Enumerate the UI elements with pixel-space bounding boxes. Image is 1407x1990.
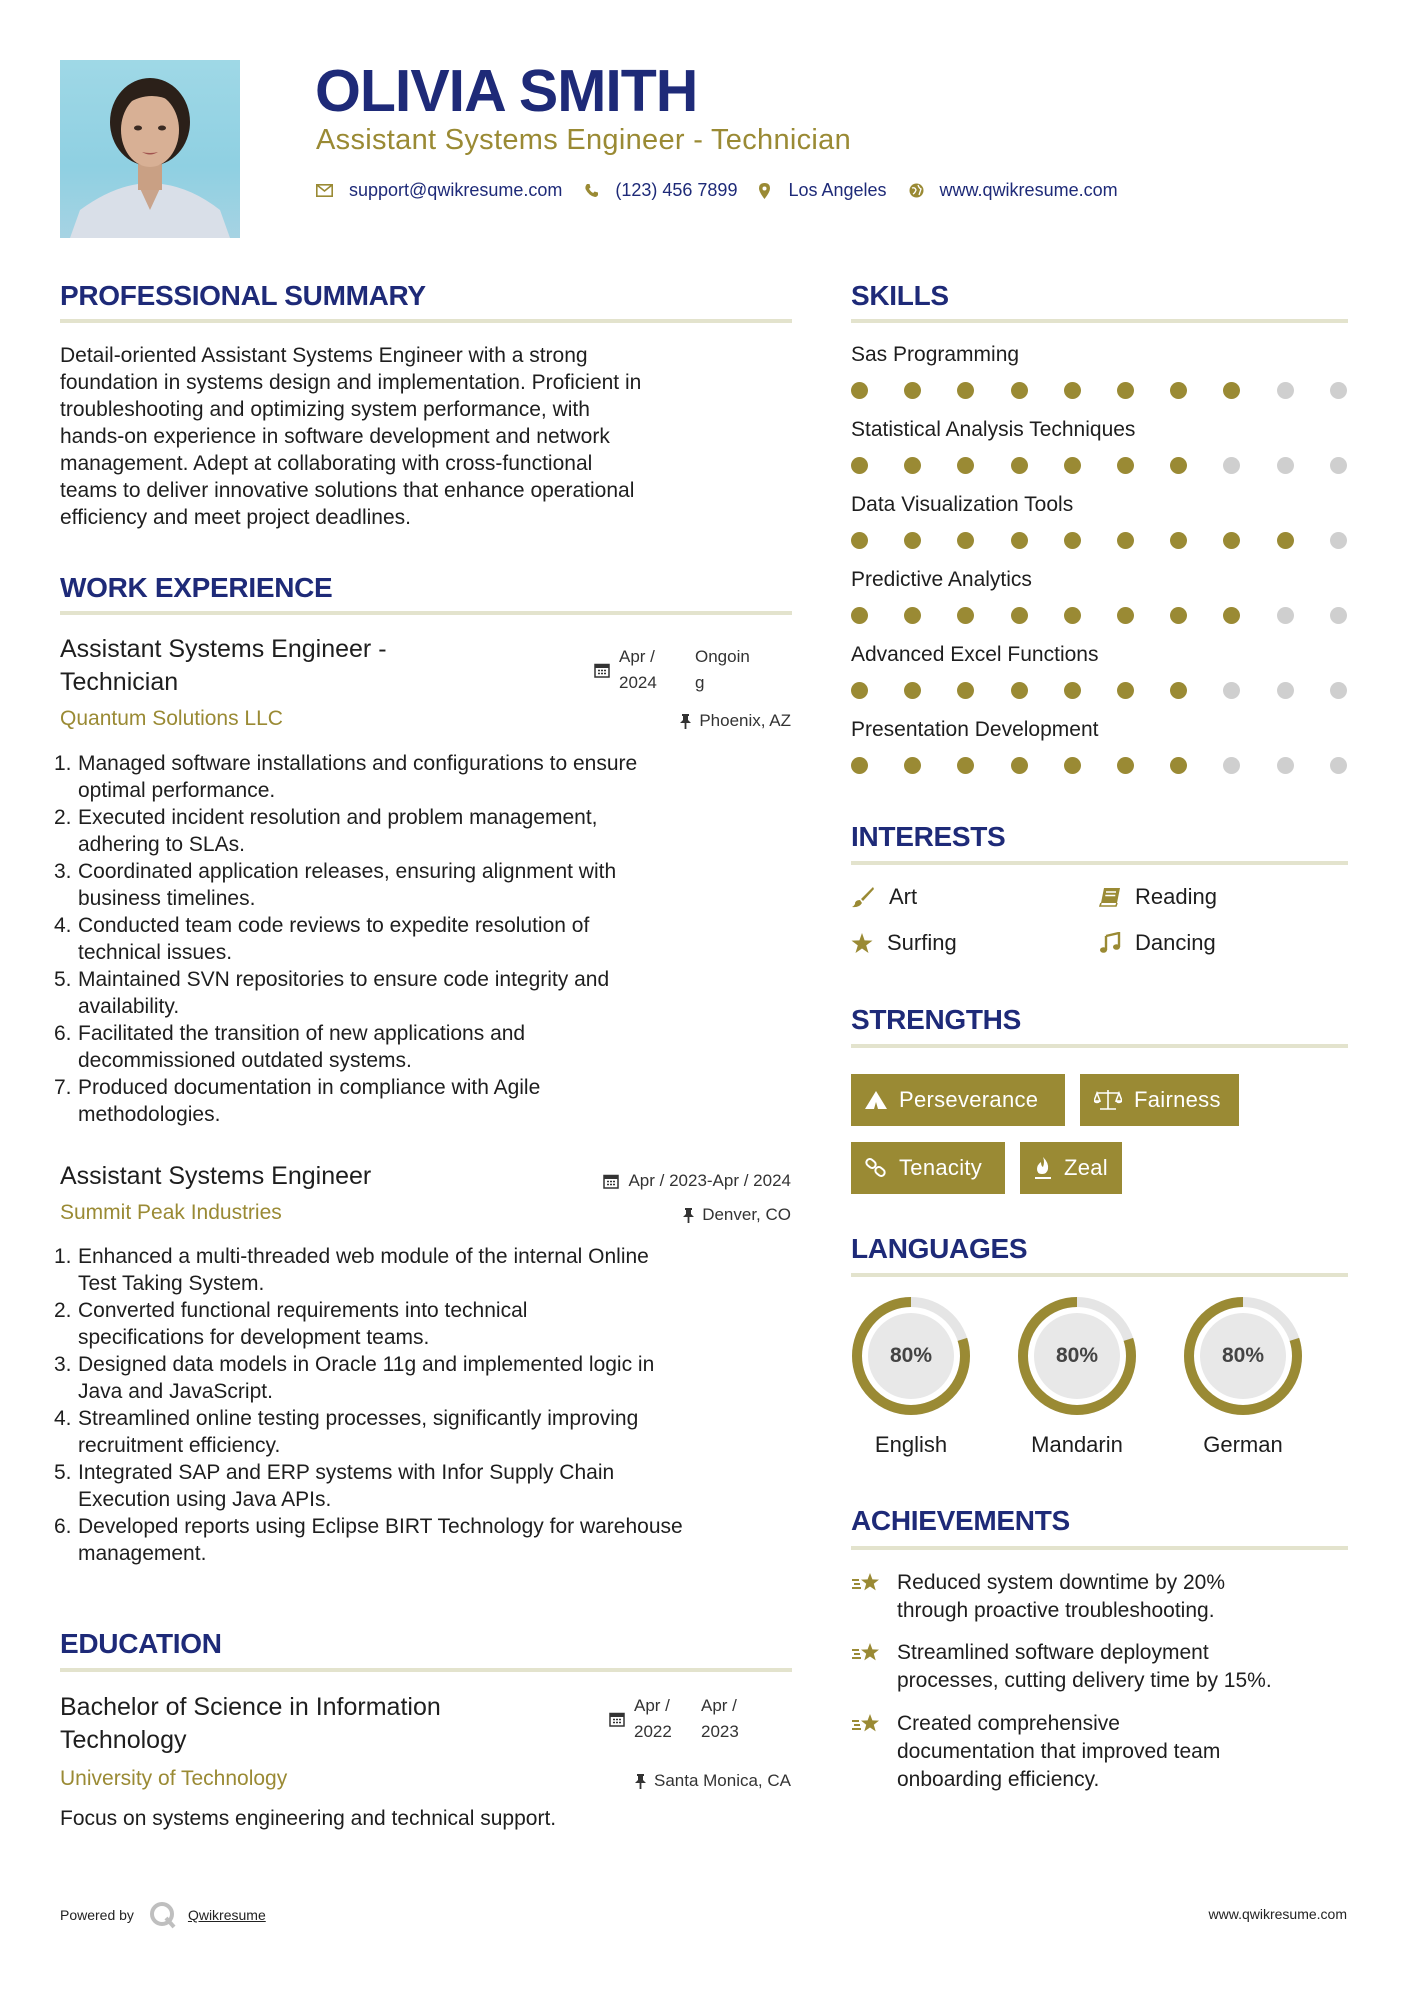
interest-item	[851, 884, 917, 910]
rating-dot-empty	[1277, 682, 1294, 699]
duty-line: methodologies.	[78, 1103, 221, 1126]
rating-dot-filled	[1064, 682, 1081, 699]
rating-dot-filled	[1064, 382, 1081, 399]
summary-line: management. Adept at collaborating with cross-functional	[60, 452, 593, 475]
rating-dot-filled	[1223, 532, 1240, 549]
language-name: Mandarin	[1031, 1432, 1123, 1457]
rating-dot-empty	[1330, 757, 1347, 774]
achievement-line: processes, cutting delivery time by 15%.	[897, 1669, 1272, 1692]
rating-dot-filled	[904, 607, 921, 624]
language-item	[1181, 1294, 1305, 1458]
summary-line: efficiency and meet project deadlines.	[60, 506, 411, 529]
summary-text	[60, 342, 800, 531]
rating-dot-filled	[1064, 532, 1081, 549]
duty-line: Java and JavaScript.	[78, 1380, 273, 1403]
rating-dot-filled	[851, 757, 868, 774]
rating-dot-filled	[1170, 457, 1187, 474]
summary-line: teams to deliver innovative solutions that enhance operational	[60, 479, 635, 502]
experience-heading: WORK EXPERIENCE	[60, 572, 333, 603]
list-item	[54, 1513, 805, 1567]
skill-name: Data Visualization Tools	[851, 493, 1074, 516]
star-icon	[851, 933, 873, 954]
date-end-cont: g	[695, 673, 705, 692]
achievement-line: onboarding efficiency.	[897, 1768, 1100, 1791]
rating-dot-filled	[1170, 532, 1187, 549]
pin-icon	[680, 714, 691, 729]
brush-icon	[851, 886, 875, 908]
rating-dot-filled	[904, 532, 921, 549]
achievement-line: through proactive troubleshooting.	[897, 1599, 1215, 1622]
duty-line: optimal performance.	[78, 779, 276, 802]
skill-rating	[851, 757, 1347, 774]
school-location	[635, 1771, 791, 1791]
strength-badge	[851, 1074, 1065, 1126]
skill-rating	[851, 532, 1347, 549]
shooting-star-icon	[851, 1712, 883, 1736]
summary-line: foundation in systems design and implementation. Proficient in	[60, 371, 642, 394]
rating-dot-empty	[1277, 757, 1294, 774]
contact-bar	[316, 180, 1140, 201]
job-location-text: Denver, CO	[702, 1205, 791, 1224]
list-item	[54, 1459, 805, 1513]
education-dates	[609, 1693, 739, 1745]
location-text: Los Angeles	[788, 180, 887, 200]
section-divider	[851, 1044, 1348, 1048]
list-item	[54, 1405, 805, 1459]
strength-badge	[851, 1142, 1005, 1194]
list-number: 4.	[54, 1407, 72, 1430]
strength-badge	[1080, 1074, 1239, 1126]
interest-item	[851, 930, 957, 956]
skill-rating	[851, 607, 1347, 624]
rating-dot-filled	[1277, 532, 1294, 549]
footer-powered-by	[60, 1900, 266, 1930]
rating-dot-filled	[904, 457, 921, 474]
list-item	[54, 1020, 800, 1074]
rating-dot-filled	[904, 757, 921, 774]
language-percent: 80%	[889, 1344, 933, 1367]
section-divider	[60, 611, 792, 615]
globe-icon	[909, 183, 924, 198]
map-pin-icon	[759, 183, 770, 199]
skill-name: Sas Programming	[851, 343, 1020, 366]
phone-icon	[584, 183, 599, 198]
job-location-text: Phoenix, AZ	[699, 711, 791, 730]
list-item	[54, 1351, 805, 1405]
achievement-item	[851, 1639, 1272, 1695]
list-item	[54, 912, 800, 966]
duty-line: adhering to SLAs.	[78, 833, 245, 856]
rating-dot-empty	[1223, 682, 1240, 699]
rating-dot-filled	[851, 682, 868, 699]
rating-dot-empty	[1330, 457, 1347, 474]
rating-dot-filled	[1170, 607, 1187, 624]
skills-heading: SKILLS	[851, 280, 949, 311]
rating-dot-filled	[1117, 457, 1134, 474]
rating-dot-filled	[1011, 607, 1028, 624]
email-text: support@qwikresume.com	[349, 180, 563, 200]
section-divider	[60, 1668, 792, 1672]
list-number: 6.	[54, 1022, 72, 1045]
rating-dot-filled	[1011, 457, 1028, 474]
job-title-line: Technician	[60, 668, 179, 696]
rating-dot-filled	[957, 757, 974, 774]
summary-heading: PROFESSIONAL SUMMARY	[60, 280, 426, 311]
rating-dot-filled	[851, 532, 868, 549]
education-note: Focus on systems engineering and technical support.	[60, 1807, 557, 1830]
summary-line: troubleshooting and optimizing system performance, with	[60, 398, 590, 421]
rating-dot-empty	[1330, 682, 1347, 699]
duty-line: Coordinated application releases, ensuring alignment with	[78, 860, 617, 883]
rating-dot-filled	[957, 457, 974, 474]
duty-line: specifications for development teams.	[78, 1326, 430, 1349]
summary-line: Detail-oriented Assistant Systems Engineer with a strong	[60, 344, 588, 367]
website-text: www.qwikresume.com	[939, 180, 1118, 200]
date-start-year: 2022	[634, 1722, 672, 1741]
section-divider	[851, 1273, 1348, 1277]
phone-text: (123) 456 7899	[615, 180, 738, 200]
interest-item	[1099, 884, 1217, 910]
skill-rating	[851, 682, 1347, 699]
duty-line: Enhanced a multi-threaded web module of the internal Online	[78, 1245, 649, 1268]
email-contact[interactable]	[316, 180, 562, 201]
profile-photo	[60, 60, 240, 238]
summary-line: hands-on experience in software development and network	[60, 425, 610, 448]
list-number: 6.	[54, 1515, 72, 1538]
duty-line: technical issues.	[78, 941, 233, 964]
education-heading: EDUCATION	[60, 1628, 222, 1659]
duty-line: Managed software installations and configurations to ensure	[78, 752, 638, 775]
rating-dot-filled	[1064, 757, 1081, 774]
rating-dot-filled	[957, 382, 974, 399]
pin-icon	[683, 1208, 694, 1223]
rating-dot-filled	[1170, 382, 1187, 399]
degree-title	[60, 1691, 441, 1757]
language-name: English	[874, 1432, 948, 1457]
date-end: Ongoin	[695, 647, 750, 666]
rating-dot-filled	[851, 457, 868, 474]
language-item	[849, 1294, 973, 1458]
section-divider	[60, 319, 792, 323]
list-number: 5.	[54, 1461, 72, 1484]
book-icon	[1099, 887, 1121, 907]
duty-line: Converted functional requirements into technical	[78, 1299, 528, 1322]
rating-dot-filled	[1011, 532, 1028, 549]
company-name: Quantum Solutions LLC	[60, 707, 283, 730]
strength-label: Tenacity	[899, 1155, 983, 1180]
calendar-icon	[603, 1173, 619, 1189]
list-number: 5.	[54, 968, 72, 991]
list-item	[54, 804, 800, 858]
duty-line: Execution using Java APIs.	[78, 1488, 332, 1511]
rating-dot-filled	[851, 382, 868, 399]
flame-icon	[1034, 1156, 1052, 1180]
date-end: Apr /	[701, 1696, 737, 1715]
rating-dot-filled	[1011, 382, 1028, 399]
rating-dot-filled	[1223, 382, 1240, 399]
achievements-heading: ACHIEVEMENTS	[851, 1505, 1070, 1536]
language-item	[1015, 1294, 1139, 1458]
rating-dot-filled	[1064, 457, 1081, 474]
list-item	[54, 1074, 800, 1128]
company-name: Summit Peak Industries	[60, 1201, 282, 1224]
duties-list	[54, 750, 800, 1128]
shooting-star-icon	[851, 1571, 883, 1595]
interest-label: Reading	[1135, 884, 1217, 909]
phone-contact[interactable]	[584, 180, 737, 201]
shooting-star-icon	[851, 1641, 883, 1665]
language-percent: 80%	[1055, 1344, 1099, 1367]
interest-item	[1099, 930, 1216, 956]
location-contact	[759, 180, 886, 201]
rating-dot-filled	[957, 607, 974, 624]
job-title: Assistant Systems Engineer	[60, 1162, 372, 1190]
list-item	[54, 858, 800, 912]
date-start: Apr /	[619, 647, 655, 666]
rating-dot-filled	[1170, 682, 1187, 699]
pin-icon	[635, 1774, 646, 1789]
rating-dot-empty	[1330, 532, 1347, 549]
section-divider	[851, 1546, 1348, 1550]
strength-label: Perseverance	[899, 1087, 1039, 1112]
list-number: 3.	[54, 860, 72, 883]
list-number: 4.	[54, 914, 72, 937]
rating-dot-filled	[1117, 532, 1134, 549]
list-item	[54, 750, 800, 804]
list-number: 2.	[54, 1299, 72, 1322]
qwikresume-logo-icon	[148, 1900, 178, 1930]
music-icon	[1099, 932, 1121, 954]
rating-dot-filled	[1117, 382, 1134, 399]
footer-url[interactable]: www.qwikresume.com	[1208, 1906, 1347, 1922]
duty-line: Conducted team code reviews to expedite resolution of	[78, 914, 590, 937]
strengths-heading: STRENGTHS	[851, 1004, 1021, 1035]
strength-label: Fairness	[1134, 1087, 1221, 1112]
rating-dot-filled	[1011, 682, 1028, 699]
interest-label: Surfing	[887, 930, 957, 955]
achievement-item	[851, 1569, 1225, 1625]
rating-dot-empty	[1223, 457, 1240, 474]
interest-label: Dancing	[1135, 930, 1216, 955]
duty-line: Integrated SAP and ERP systems with Infor Supply Chain	[78, 1461, 615, 1484]
link-icon	[865, 1158, 887, 1178]
scale-icon	[1094, 1089, 1122, 1111]
duty-line: management.	[78, 1542, 207, 1565]
list-number: 3.	[54, 1353, 72, 1376]
job-dates	[603, 1168, 791, 1194]
duty-line: Produced documentation in compliance with Agile	[78, 1076, 541, 1099]
achievement-line: Reduced system downtime by 20%	[897, 1571, 1225, 1594]
section-divider	[851, 861, 1348, 865]
language-percent: 80%	[1221, 1344, 1265, 1367]
duty-line: Test Taking System.	[78, 1272, 265, 1295]
degree-line: Technology	[60, 1726, 187, 1754]
rating-dot-filled	[957, 682, 974, 699]
duty-line: availability.	[78, 995, 180, 1018]
interest-label: Art	[889, 884, 918, 909]
calendar-icon	[594, 662, 610, 678]
skill-name: Statistical Analysis Techniques	[851, 418, 1136, 441]
list-number: 2.	[54, 806, 72, 829]
school-name: University of Technology	[60, 1767, 288, 1790]
date-end-year: 2023	[701, 1722, 739, 1741]
duty-line: business timelines.	[78, 887, 256, 910]
duty-line: Designed data models in Oracle 11g and implemented logic in	[78, 1353, 655, 1376]
rating-dot-empty	[1277, 382, 1294, 399]
skill-rating	[851, 382, 1347, 399]
languages-heading: LANGUAGES	[851, 1233, 1028, 1264]
rating-dot-filled	[1011, 757, 1028, 774]
list-number: 7.	[54, 1076, 72, 1099]
job-location	[683, 1205, 791, 1225]
envelope-icon	[316, 184, 333, 197]
duties-list	[54, 1243, 805, 1567]
candidate-title: Assistant Systems Engineer - Technician	[316, 124, 852, 156]
rating-dot-empty	[1223, 757, 1240, 774]
candidate-name: OLIVIA SMITH	[315, 58, 698, 124]
duty-line: Streamlined online testing processes, significantly improving	[78, 1407, 639, 1430]
rating-dot-filled	[904, 682, 921, 699]
duty-line: decommissioned outdated systems.	[78, 1049, 412, 1072]
skill-name: Presentation Development	[851, 718, 1099, 741]
rating-dot-filled	[904, 382, 921, 399]
list-item	[54, 1297, 805, 1351]
website-contact[interactable]	[909, 180, 1118, 201]
rating-dot-filled	[1064, 607, 1081, 624]
rating-dot-empty	[1330, 607, 1347, 624]
achievement-line: Streamlined software deployment	[897, 1641, 1209, 1664]
list-number: 1.	[54, 1245, 72, 1268]
mountain-icon	[865, 1091, 887, 1109]
job-dates	[594, 644, 750, 696]
achievement-item	[851, 1710, 1220, 1794]
date-range: Apr / 2023-Apr / 2024	[628, 1171, 791, 1190]
achievement-line: documentation that improved team	[897, 1740, 1221, 1763]
interests-heading: INTERESTS	[851, 821, 1006, 852]
calendar-icon	[609, 1711, 625, 1727]
rating-dot-filled	[1117, 607, 1134, 624]
skill-name: Predictive Analytics	[851, 568, 1032, 591]
qwikresume-link[interactable]: Qwikresume	[187, 1907, 266, 1923]
duty-line: recruitment efficiency.	[78, 1434, 281, 1457]
rating-dot-filled	[1117, 682, 1134, 699]
language-name: German	[1203, 1432, 1283, 1457]
school-location-text: Santa Monica, CA	[653, 1771, 791, 1790]
duty-line: Facilitated the transition of new applications and	[78, 1022, 526, 1045]
skill-rating	[851, 457, 1347, 474]
list-item	[54, 1243, 805, 1297]
rating-dot-empty	[1277, 457, 1294, 474]
job-location	[680, 711, 791, 731]
section-divider	[851, 319, 1348, 323]
date-start-year: 2024	[619, 673, 657, 692]
strength-label: Zeal	[1064, 1155, 1108, 1180]
rating-dot-filled	[957, 532, 974, 549]
date-start: Apr /	[634, 1696, 670, 1715]
rating-dot-filled	[1170, 757, 1187, 774]
rating-dot-filled	[851, 607, 868, 624]
list-number: 1.	[54, 752, 72, 775]
degree-line: Bachelor of Science in Information	[60, 1693, 441, 1721]
job-title-line: Assistant Systems Engineer -	[60, 635, 387, 663]
rating-dot-empty	[1330, 382, 1347, 399]
duty-line: Executed incident resolution and problem management,	[78, 806, 598, 829]
achievement-line: Created comprehensive	[897, 1712, 1120, 1735]
list-item	[54, 966, 800, 1020]
rating-dot-filled	[1223, 607, 1240, 624]
duty-line: Developed reports using Eclipse BIRT Technology for warehouse	[78, 1515, 683, 1538]
strength-badge	[1020, 1142, 1122, 1194]
powered-by-text: Powered by	[60, 1907, 134, 1923]
skill-name: Advanced Excel Functions	[851, 643, 1099, 666]
rating-dot-filled	[1117, 757, 1134, 774]
job-title	[60, 633, 387, 699]
rating-dot-empty	[1277, 607, 1294, 624]
duty-line: Maintained SVN repositories to ensure code integrity and	[78, 968, 610, 991]
